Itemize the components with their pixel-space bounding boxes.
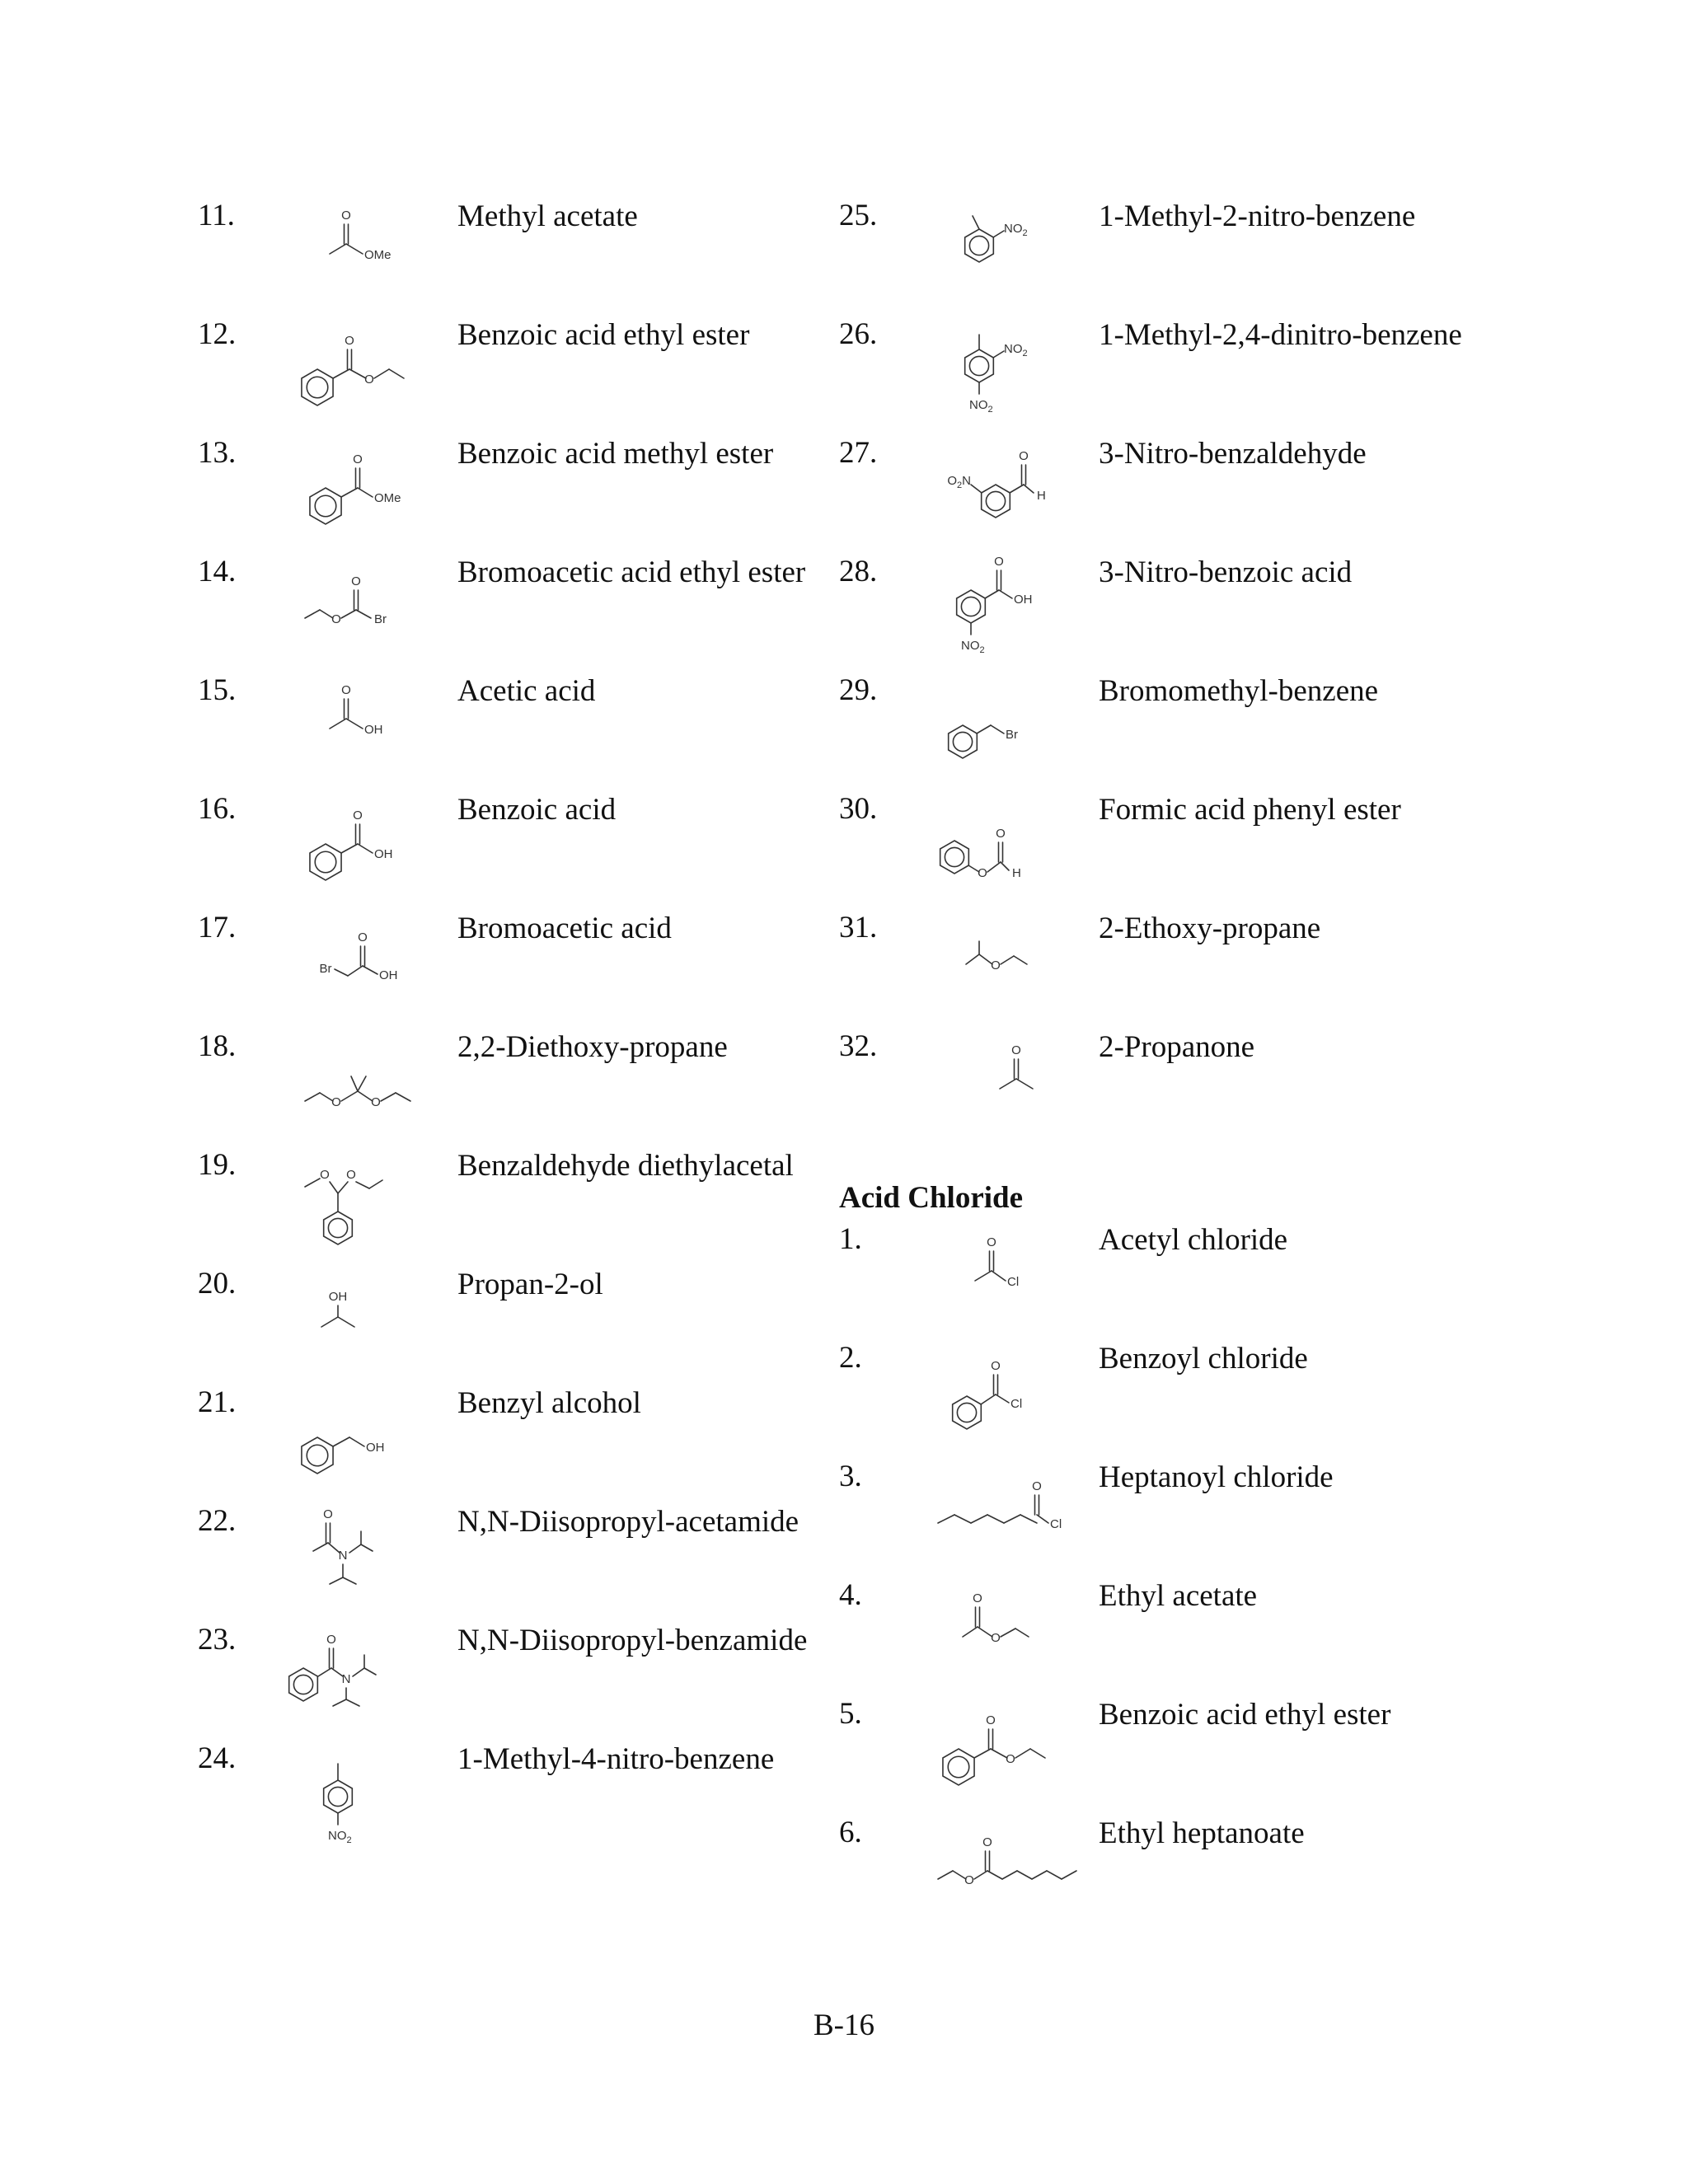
3-nitrobenzaldehyde-structure bbox=[921, 434, 1095, 542]
structure-drawing bbox=[921, 315, 1095, 424]
compound-entry bbox=[198, 190, 849, 308]
benzyl-alcohol-structure bbox=[280, 1383, 453, 1492]
entry-number: 21. bbox=[198, 1385, 237, 1419]
structure-drawing bbox=[921, 1694, 1095, 1803]
compound-entry bbox=[839, 1332, 1490, 1451]
nitro-label: $NO_2$ bbox=[328, 1829, 352, 1845]
acetic-acid-structure bbox=[280, 671, 453, 780]
atom-label: O bbox=[973, 1591, 982, 1605]
compound-name: N,N-Diisopropyl-benzamide bbox=[457, 1624, 808, 1657]
atom-label: Br bbox=[374, 612, 387, 626]
atom-label: O bbox=[358, 930, 368, 944]
atom-label: O bbox=[364, 373, 374, 387]
compound-name: 2-Propanone bbox=[1099, 1030, 1255, 1064]
compound-entry bbox=[839, 1688, 1490, 1807]
compound-name: Benzoic acid ethyl ester bbox=[1099, 1698, 1391, 1732]
heptanoyl-chloride-structure bbox=[921, 1457, 1095, 1566]
compound-entry bbox=[839, 1020, 1490, 1139]
entry-number: 31. bbox=[839, 911, 878, 944]
compound-name: Benzaldehyde diethylacetal bbox=[457, 1149, 794, 1183]
atom-label: O bbox=[982, 1835, 992, 1849]
entry-number: 18. bbox=[198, 1029, 237, 1063]
ethyl-heptanoate-structure bbox=[921, 1813, 1095, 1922]
atom-label: H bbox=[1012, 866, 1021, 880]
atom-label: OH bbox=[364, 723, 383, 737]
structure-drawing bbox=[280, 1264, 453, 1373]
atom-label: O bbox=[986, 1713, 996, 1727]
compound-name: Bromoacetic acid ethyl ester bbox=[457, 555, 806, 589]
atom-label: O bbox=[341, 209, 351, 223]
compound-entry bbox=[198, 308, 849, 427]
atom-label: O bbox=[1032, 1479, 1042, 1493]
compound-entry bbox=[839, 783, 1490, 902]
structure-drawing bbox=[921, 1813, 1095, 1922]
structure-drawing bbox=[280, 1027, 453, 1136]
entry-number: 5. bbox=[839, 1697, 862, 1731]
structure-drawing bbox=[921, 552, 1095, 661]
structure-drawing bbox=[280, 1739, 453, 1848]
nitro-label: $NO_2$ bbox=[961, 639, 985, 655]
atom-label: O bbox=[1019, 449, 1029, 463]
right-column bbox=[839, 190, 1490, 1925]
entry-number: 29. bbox=[839, 673, 878, 707]
entry-number: 4. bbox=[839, 1578, 862, 1612]
compound-entry bbox=[839, 546, 1490, 664]
compound-entry bbox=[198, 664, 849, 783]
structure-drawing bbox=[921, 196, 1095, 305]
entry-number: 22. bbox=[198, 1504, 237, 1538]
entry-number: 20. bbox=[198, 1267, 237, 1301]
4-nitrotoluene-structure bbox=[280, 1739, 453, 1848]
entry-number: 30. bbox=[839, 792, 878, 826]
compound-entry bbox=[839, 1569, 1490, 1688]
compound-name: Benzoic acid ethyl ester bbox=[457, 318, 750, 352]
entry-number: 13. bbox=[198, 436, 237, 470]
entry-number: 12. bbox=[198, 317, 237, 351]
structure-drawing bbox=[921, 1457, 1095, 1566]
structure-drawing bbox=[280, 552, 453, 661]
ethyl-bromoacetate-structure bbox=[280, 552, 453, 661]
atom-label: O bbox=[320, 1168, 330, 1182]
atom-label: O bbox=[991, 1359, 1001, 1373]
methyl-benzoate-structure bbox=[280, 434, 453, 542]
methyl-acetate-structure bbox=[280, 196, 453, 305]
compound-name: 1-Methyl-4-nitro-benzene bbox=[457, 1742, 775, 1776]
compound-name: Formic acid phenyl ester bbox=[1099, 793, 1401, 827]
ethoxypropane-structure bbox=[921, 908, 1095, 1017]
entry-number: 17. bbox=[198, 911, 237, 944]
atom-label: O bbox=[996, 827, 1006, 841]
structure-drawing bbox=[280, 1146, 453, 1254]
page-number: B-16 bbox=[814, 2008, 874, 2042]
compound-entry bbox=[839, 902, 1490, 1020]
compound-entry bbox=[839, 1451, 1490, 1569]
nitro-label: $NO_2$ bbox=[1004, 222, 1028, 238]
diisopropylbenzamide-structure bbox=[280, 1620, 453, 1729]
structure-drawing bbox=[921, 671, 1095, 780]
compound-name: Benzyl alcohol bbox=[457, 1386, 641, 1420]
atom-label: O bbox=[994, 555, 1004, 569]
atom-label: O bbox=[326, 1633, 336, 1647]
atom-label: OH bbox=[374, 847, 393, 861]
compound-entry bbox=[839, 1807, 1490, 1925]
compound-name: Benzoic acid methyl ester bbox=[457, 437, 774, 471]
structure-drawing bbox=[280, 1502, 453, 1610]
atom-label: O bbox=[1011, 1043, 1021, 1057]
2-nitrotoluene-structure bbox=[921, 196, 1095, 305]
compound-name: Benzoic acid bbox=[457, 793, 617, 827]
phenyl-formate-structure bbox=[921, 790, 1095, 898]
compound-name: 3-Nitro-benzoic acid bbox=[1099, 555, 1353, 589]
atom-label: O bbox=[353, 808, 363, 823]
compound-name: 2-Ethoxy-propane bbox=[1099, 912, 1321, 945]
acetyl-chloride-structure bbox=[921, 1220, 1095, 1329]
diisopropylacetamide-structure bbox=[280, 1502, 453, 1610]
compound-entry bbox=[198, 1139, 849, 1258]
compound-entry bbox=[198, 902, 849, 1020]
compound-name: Ethyl heptanoate bbox=[1099, 1816, 1305, 1850]
ethyl-benzoate-2-structure bbox=[921, 1694, 1095, 1803]
atom-label: Br bbox=[319, 962, 332, 976]
ethyl-benzoate-structure bbox=[280, 315, 453, 424]
structure-drawing bbox=[921, 790, 1095, 898]
compound-name: Ethyl acetate bbox=[1099, 1579, 1258, 1613]
atom-label: O bbox=[991, 1631, 1001, 1645]
atom-label: H bbox=[1037, 489, 1046, 503]
atom-label: N bbox=[341, 1672, 351, 1686]
structure-drawing bbox=[280, 908, 453, 1017]
compound-name: Bromoacetic acid bbox=[457, 912, 672, 945]
structure-drawing bbox=[280, 1620, 453, 1729]
compound-entry bbox=[198, 546, 849, 664]
compound-entry bbox=[198, 1020, 849, 1139]
entry-number: 11. bbox=[198, 199, 235, 232]
atom-label: OH bbox=[1014, 593, 1033, 607]
structure-drawing bbox=[921, 1338, 1095, 1447]
entry-number: 2. bbox=[839, 1341, 862, 1375]
benzoyl-chloride-structure bbox=[921, 1338, 1095, 1447]
atom-label: Br bbox=[1006, 728, 1018, 742]
compound-entry bbox=[839, 427, 1490, 546]
entry-number: 14. bbox=[198, 555, 237, 588]
atom-label: O bbox=[323, 1507, 333, 1521]
nitro-label: $NO_2$ bbox=[969, 398, 993, 415]
entry-number: 27. bbox=[839, 436, 878, 470]
entry-number: 16. bbox=[198, 792, 237, 826]
structure-drawing bbox=[280, 315, 453, 424]
3-nitrobenzoic-acid-structure bbox=[921, 552, 1095, 661]
atom-label: Cl bbox=[1007, 1275, 1020, 1289]
structure-drawing bbox=[921, 908, 1095, 1017]
compound-entry bbox=[839, 664, 1490, 783]
atom-label: Cl bbox=[1050, 1517, 1062, 1531]
atom-label: N bbox=[338, 1549, 348, 1563]
atom-label: OMe bbox=[374, 491, 401, 505]
compound-entry bbox=[198, 1614, 849, 1732]
compound-name: Bromomethyl-benzene bbox=[1099, 674, 1379, 708]
entry-number: 3. bbox=[839, 1460, 862, 1493]
entry-number: 19. bbox=[198, 1148, 237, 1182]
2-4-dinitrotoluene-structure bbox=[921, 315, 1095, 424]
benzaldehyde-diethylacetal-structure bbox=[280, 1146, 453, 1254]
structure-drawing bbox=[921, 434, 1095, 542]
atom-label: O bbox=[1006, 1752, 1015, 1766]
atom-label: O bbox=[346, 1168, 356, 1182]
compound-entry bbox=[198, 1258, 849, 1376]
compound-name: 3-Nitro-benzaldehyde bbox=[1099, 437, 1367, 471]
benzyl-bromide-structure bbox=[921, 671, 1095, 780]
propan-2-ol-structure bbox=[280, 1264, 453, 1373]
atom-label: OMe bbox=[364, 248, 392, 262]
atom-label: O bbox=[341, 683, 351, 697]
compound-name: 1-Methyl-2-nitro-benzene bbox=[1099, 199, 1416, 233]
compound-name: Heptanoyl chloride bbox=[1099, 1460, 1334, 1494]
entry-number: 32. bbox=[839, 1029, 878, 1063]
compound-entry bbox=[198, 1495, 849, 1614]
atom-label: O bbox=[987, 1235, 996, 1249]
compound-entry bbox=[839, 1213, 1490, 1332]
structure-drawing bbox=[921, 1220, 1095, 1329]
compound-name: N,N-Diisopropyl-acetamide bbox=[457, 1505, 799, 1539]
entry-number: 15. bbox=[198, 673, 237, 707]
compound-name: Acetic acid bbox=[457, 674, 596, 708]
atom-label: O bbox=[371, 1095, 381, 1109]
atom-label: O bbox=[978, 866, 987, 880]
compound-entry bbox=[198, 1732, 849, 1851]
atom-label: O bbox=[991, 958, 1001, 972]
compound-name: 1-Methyl-2,4-dinitro-benzene bbox=[1099, 318, 1462, 352]
atom-label: OH bbox=[366, 1441, 385, 1455]
structure-drawing bbox=[280, 196, 453, 305]
diethoxypropane-structure bbox=[280, 1027, 453, 1136]
entry-number: 1. bbox=[839, 1222, 862, 1256]
acid-chloride-section bbox=[839, 1139, 1490, 1213]
nitro-label: $O_2N$ bbox=[947, 474, 971, 490]
structure-drawing bbox=[280, 1383, 453, 1492]
compound-name: Benzoyl chloride bbox=[1099, 1342, 1308, 1376]
atom-label: O bbox=[353, 452, 363, 466]
structure-drawing bbox=[280, 434, 453, 542]
compound-name: Acetyl chloride bbox=[1099, 1223, 1288, 1257]
nitro-label: $NO_2$ bbox=[1004, 342, 1028, 359]
atom-label: O bbox=[964, 1873, 974, 1887]
left-column bbox=[198, 190, 849, 1851]
entry-number: 24. bbox=[198, 1741, 237, 1775]
compound-name: 2,2-Diethoxy-propane bbox=[457, 1030, 728, 1064]
compound-entry bbox=[198, 427, 849, 546]
bromoacetic-acid-structure bbox=[280, 908, 453, 1017]
atom-label: OH bbox=[379, 968, 398, 982]
entry-number: 25. bbox=[839, 199, 878, 232]
compound-entry bbox=[198, 1376, 849, 1495]
entry-number: 26. bbox=[839, 317, 878, 351]
compound-name: Propan-2-ol bbox=[457, 1268, 603, 1301]
compound-entry bbox=[198, 783, 849, 902]
atom-label: O bbox=[345, 334, 354, 348]
structure-drawing bbox=[280, 671, 453, 780]
section-title: Acid Chloride bbox=[839, 1181, 1024, 1215]
structure-drawing bbox=[921, 1576, 1095, 1685]
entry-number: 28. bbox=[839, 555, 878, 588]
acetone-structure bbox=[921, 1027, 1095, 1136]
compound-entry bbox=[839, 308, 1490, 427]
atom-label: O bbox=[351, 574, 361, 588]
atom-label: O bbox=[331, 612, 341, 626]
atom-label: OH bbox=[328, 1290, 348, 1304]
ethyl-acetate-structure bbox=[921, 1576, 1095, 1685]
compound-name: Methyl acetate bbox=[457, 199, 638, 233]
entry-number: 23. bbox=[198, 1623, 237, 1657]
atom-label: O bbox=[331, 1095, 341, 1109]
compound-entry bbox=[839, 190, 1490, 308]
atom-label: Cl bbox=[1010, 1397, 1023, 1411]
structure-drawing bbox=[280, 790, 453, 898]
entry-number: 6. bbox=[839, 1816, 862, 1849]
benzoic-acid-structure bbox=[280, 790, 453, 898]
structure-drawing bbox=[921, 1027, 1095, 1136]
